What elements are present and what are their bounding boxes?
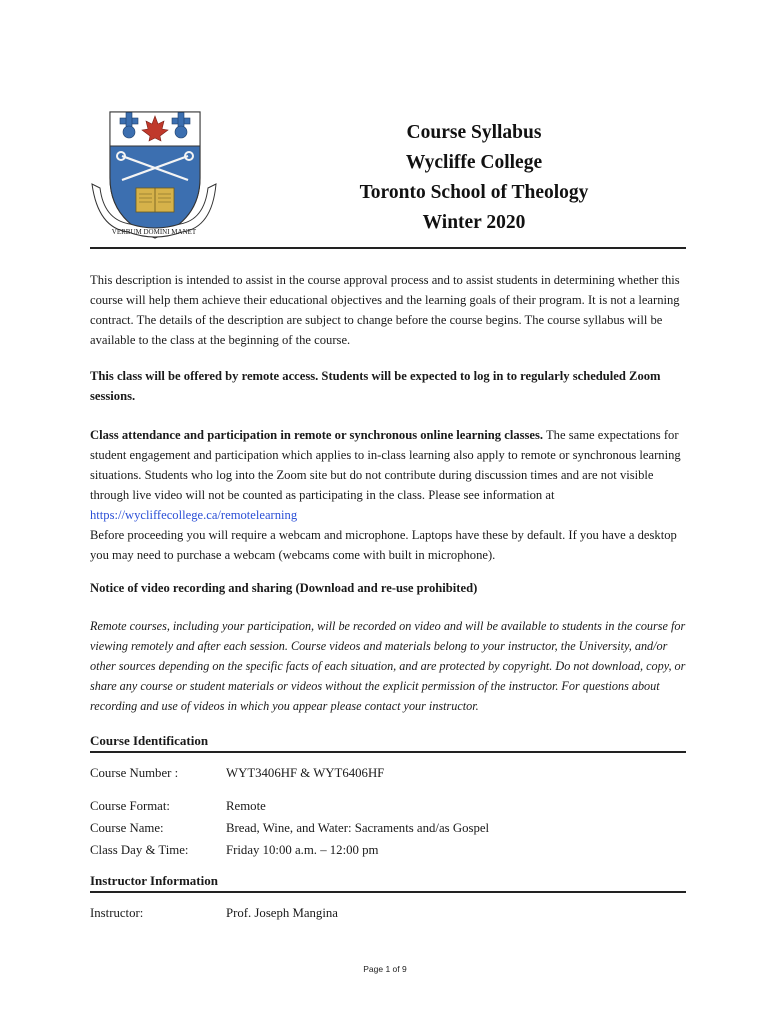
course-identification-divider xyxy=(90,751,686,753)
field-label: Instructor: xyxy=(90,906,144,920)
remote-access-notice: This class will be offered by remote access. Students will be expected to log in to regularly scheduled Zoom sessions. xyxy=(90,369,661,403)
title-line-1: Course Syllabus xyxy=(406,122,542,143)
field-label: Course Name: xyxy=(90,821,164,835)
video-notice-heading xyxy=(90,578,690,598)
webcam-requirement: Before proceeding you will require a webcam and microphone. Laptops have these by default. If you have a desktop you may need to purchase a webcam (webcams come with built in microphone). xyxy=(90,528,677,562)
video-heading-bold: Notice of video recording and sharing xyxy=(90,581,293,595)
course-identification-heading: Course Identification xyxy=(90,733,209,748)
video-heading-rest: (Download and re-use prohibited) xyxy=(292,581,478,595)
title-line-4: Winter 2020 xyxy=(422,212,526,233)
header-divider xyxy=(90,247,686,249)
attendance-text: The same expectations for student engagement and participation which applies to in-class learning also apply to remote or synchronous learning situations. Students who log into the Zoom site but do not contribute during discussion times and are not visible through live video will not be counted as participating in the class. Please see information at xyxy=(90,428,681,502)
field-label: Course Number : xyxy=(90,766,179,780)
title-line-2: Wycliffe College xyxy=(405,152,543,173)
field-value: WYT3406HF & WYT6406HF xyxy=(226,766,385,780)
field-value: Prof. Joseph Mangina xyxy=(226,906,338,920)
video-notice-paragraph: Remote courses, including your participation, will be recorded on video and will be available to students in the course for viewing remotely and after each session. Course videos and materials belong to your instructor, the University, and/or other sources depending on the specific facts of each situation, and are protected by copyright. Do not download, copy, or share any course or student materials or videos without the explicit permission of the instructor. For questions about recording and use of videos in which you appear please contact your instructor. xyxy=(90,619,686,713)
syllabus-title xyxy=(300,118,648,238)
title-line-3: Toronto School of Theology xyxy=(359,182,589,203)
field-value: Remote xyxy=(226,799,266,813)
remote-learning-link[interactable]: https://wycliffecollege.ca/remotelearning xyxy=(90,508,298,522)
attendance-heading: Class attendance and participation in remote or synchronous online learning classes. xyxy=(90,428,544,442)
page-number: Page 1 of 9 xyxy=(363,964,407,974)
field-value: Bread, Wine, and Water: Sacraments and/as Gospel xyxy=(226,821,490,835)
field-label: Class Day & Time: xyxy=(90,843,189,857)
attendance-paragraph xyxy=(90,425,690,565)
instructor-information-divider xyxy=(90,891,686,893)
intro-paragraph: This description is intended to assist in the course approval process and to assist students in determining whether this course will help them achieve their educational objectives and the learning goals of their program. It is not a learning contract. The details of the description are subject to change before the course begins. The course syllabus will be available to the class at the beginning of the course. xyxy=(90,273,680,347)
instructor-information-heading: Instructor Information xyxy=(90,873,218,888)
field-value: Friday 10:00 a.m. – 12:00 pm xyxy=(226,843,379,857)
college-crest-icon xyxy=(88,108,220,248)
crest-motto: VERBUM DOMINI MANET xyxy=(111,228,197,236)
field-label: Course Format: xyxy=(90,799,170,813)
